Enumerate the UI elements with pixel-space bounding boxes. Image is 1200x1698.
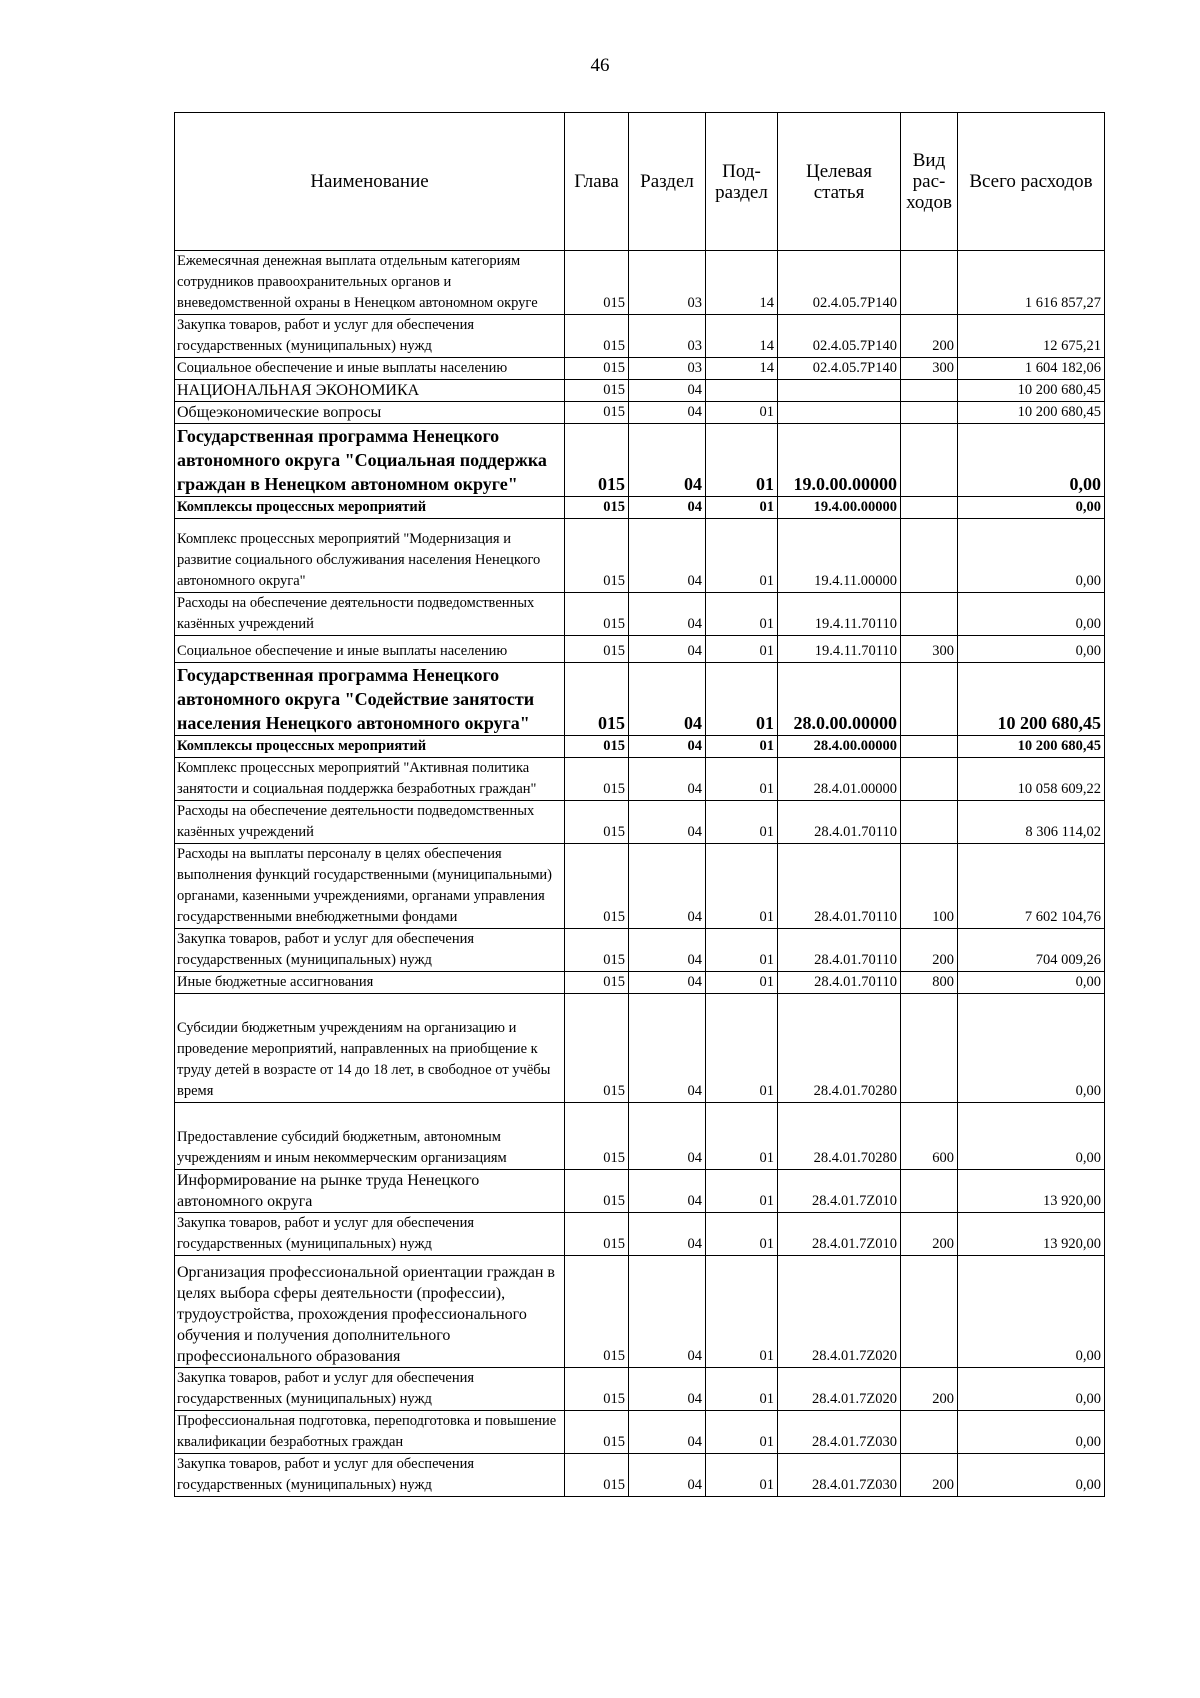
row-vid [901, 801, 958, 844]
row-tselevaya: 28.4.01.70280 [778, 994, 901, 1103]
row-total: 10 058 609,22 [958, 758, 1105, 801]
row-total: 1 616 857,27 [958, 251, 1105, 315]
row-total: 10 200 680,45 [958, 380, 1105, 402]
col-header-tselevaya: Целевая статья [778, 113, 901, 251]
row-podrazdel: 01 [706, 801, 778, 844]
row-name: Социальное обеспечение и иные выплаты населению [175, 358, 565, 380]
row-razdel: 04 [629, 497, 706, 519]
row-total: 704 009,26 [958, 929, 1105, 972]
row-total: 0,00 [958, 1411, 1105, 1454]
row-podrazdel: 14 [706, 251, 778, 315]
row-podrazdel: 01 [706, 929, 778, 972]
table-row [175, 1454, 1105, 1497]
row-razdel: 04 [629, 994, 706, 1103]
row-total: 10 200 680,45 [958, 402, 1105, 424]
table-row [175, 844, 1105, 929]
row-podrazdel: 01 [706, 994, 778, 1103]
table-row [175, 929, 1105, 972]
row-podrazdel: 14 [706, 358, 778, 380]
row-razdel: 04 [629, 1454, 706, 1497]
row-vid: 300 [901, 358, 958, 380]
table-row [175, 736, 1105, 758]
table-row [175, 1170, 1105, 1213]
row-name: Государственная программа Ненецкого автономного округа "Социальная поддержка граждан в Ненецком автономном округе" [175, 424, 565, 497]
row-razdel: 03 [629, 315, 706, 358]
row-vid: 200 [901, 1368, 958, 1411]
page-number: 46 [590, 55, 610, 76]
row-total: 10 200 680,45 [958, 663, 1105, 736]
row-vid: 200 [901, 315, 958, 358]
row-name: Субсидии бюджетным учреждениям на организацию и проведение мероприятий, направленных на приобщение к труду детей в возрасте от 14 до 18 лет, в свободное от учёбы время [175, 994, 565, 1103]
row-vid: 200 [901, 1454, 958, 1497]
row-name: НАЦИОНАЛЬНАЯ ЭКОНОМИКА [175, 380, 565, 402]
row-glava: 015 [565, 424, 629, 497]
row-podrazdel [706, 380, 778, 402]
row-tselevaya: 28.4.01.70110 [778, 929, 901, 972]
row-glava: 015 [565, 358, 629, 380]
row-podrazdel: 01 [706, 402, 778, 424]
row-podrazdel: 01 [706, 1103, 778, 1170]
row-razdel: 04 [629, 402, 706, 424]
table-row [175, 663, 1105, 736]
table-row [175, 424, 1105, 497]
row-glava: 015 [565, 844, 629, 929]
row-tselevaya: 02.4.05.7Р140 [778, 315, 901, 358]
row-tselevaya: 28.4.01.7Z010 [778, 1170, 901, 1213]
row-vid [901, 424, 958, 497]
row-tselevaya: 28.4.01.70280 [778, 1103, 901, 1170]
row-glava: 015 [565, 315, 629, 358]
row-vid: 300 [901, 636, 958, 663]
table-header-row [175, 113, 1105, 251]
col-header-razdel: Раздел [629, 113, 706, 251]
row-name: Расходы на выплаты персоналу в целях обеспечения выполнения функций государственными (муниципальными) органами, казенными учреждениями, органами управления государственными внебюджетными фондами [175, 844, 565, 929]
row-razdel: 04 [629, 1256, 706, 1368]
row-vid [901, 758, 958, 801]
row-tselevaya: 28.4.01.70110 [778, 801, 901, 844]
row-razdel: 04 [629, 593, 706, 636]
row-podrazdel: 01 [706, 519, 778, 593]
row-name: Социальное обеспечение и иные выплаты населению [175, 636, 565, 663]
row-tselevaya: 28.4.00.00000 [778, 736, 901, 758]
row-total: 0,00 [958, 1368, 1105, 1411]
row-razdel: 04 [629, 380, 706, 402]
row-tselevaya: 28.4.01.7Z010 [778, 1213, 901, 1256]
row-tselevaya: 19.0.00.00000 [778, 424, 901, 497]
row-name: Закупка товаров, работ и услуг для обеспечения государственных (муниципальных) нужд [175, 315, 565, 358]
row-glava: 015 [565, 758, 629, 801]
table-row [175, 1103, 1105, 1170]
row-podrazdel: 01 [706, 663, 778, 736]
row-tselevaya: 19.4.11.00000 [778, 519, 901, 593]
table-row [175, 1368, 1105, 1411]
row-vid [901, 497, 958, 519]
table-row [175, 519, 1105, 593]
row-total: 12 675,21 [958, 315, 1105, 358]
row-podrazdel: 01 [706, 497, 778, 519]
row-tselevaya: 28.4.01.00000 [778, 758, 901, 801]
row-razdel: 04 [629, 801, 706, 844]
table-row [175, 593, 1105, 636]
row-vid [901, 1170, 958, 1213]
row-podrazdel: 01 [706, 736, 778, 758]
table-row [175, 1411, 1105, 1454]
row-podrazdel: 01 [706, 636, 778, 663]
row-glava: 015 [565, 1213, 629, 1256]
row-total: 0,00 [958, 424, 1105, 497]
table-row [175, 251, 1105, 315]
row-name: Расходы на обеспечение деятельности подведомственных казённых учреждений [175, 801, 565, 844]
row-glava: 015 [565, 1256, 629, 1368]
row-razdel: 03 [629, 251, 706, 315]
row-vid: 200 [901, 1213, 958, 1256]
table-row [175, 497, 1105, 519]
row-vid [901, 380, 958, 402]
row-razdel: 04 [629, 929, 706, 972]
row-name: Информирование на рынке труда Ненецкого автономного округа [175, 1170, 565, 1213]
row-name: Расходы на обеспечение деятельности подведомственных казённых учреждений [175, 593, 565, 636]
row-podrazdel: 01 [706, 1454, 778, 1497]
row-tselevaya: 28.4.01.70110 [778, 972, 901, 994]
row-total: 0,00 [958, 636, 1105, 663]
table-row [175, 994, 1105, 1103]
row-glava: 015 [565, 519, 629, 593]
col-header-name: Наименование [175, 113, 565, 251]
table-row [175, 402, 1105, 424]
col-header-glava: Глава [565, 113, 629, 251]
row-glava: 015 [565, 1411, 629, 1454]
row-total: 8 306 114,02 [958, 801, 1105, 844]
table-row [175, 380, 1105, 402]
row-vid [901, 736, 958, 758]
row-podrazdel: 01 [706, 972, 778, 994]
row-name: Закупка товаров, работ и услуг для обеспечения государственных (муниципальных) нужд [175, 1454, 565, 1497]
col-header-total: Всего расходов [958, 113, 1105, 251]
row-tselevaya: 19.4.11.70110 [778, 593, 901, 636]
col-header-podrazdel: Под-раздел [706, 113, 778, 251]
row-razdel: 04 [629, 844, 706, 929]
row-total: 0,00 [958, 972, 1105, 994]
row-razdel: 04 [629, 519, 706, 593]
table-row [175, 972, 1105, 994]
row-razdel: 04 [629, 758, 706, 801]
row-total: 13 920,00 [958, 1213, 1105, 1256]
row-name: Закупка товаров, работ и услуг для обеспечения государственных (муниципальных) нужд [175, 1213, 565, 1256]
row-razdel: 04 [629, 1103, 706, 1170]
row-total: 0,00 [958, 1256, 1105, 1368]
row-vid [901, 402, 958, 424]
row-name: Комплексы процессных мероприятий [175, 497, 565, 519]
row-razdel: 04 [629, 1213, 706, 1256]
row-total: 1 604 182,06 [958, 358, 1105, 380]
row-tselevaya [778, 380, 901, 402]
row-vid [901, 1411, 958, 1454]
row-vid [901, 994, 958, 1103]
row-razdel: 04 [629, 736, 706, 758]
row-vid: 200 [901, 929, 958, 972]
row-podrazdel: 14 [706, 315, 778, 358]
table-row [175, 315, 1105, 358]
row-podrazdel: 01 [706, 1213, 778, 1256]
table-row [175, 801, 1105, 844]
row-glava: 015 [565, 801, 629, 844]
row-glava: 015 [565, 736, 629, 758]
row-glava: 015 [565, 402, 629, 424]
row-vid: 100 [901, 844, 958, 929]
col-header-vid: Вид рас-ходов [901, 113, 958, 251]
row-podrazdel: 01 [706, 424, 778, 497]
row-tselevaya: 28.4.01.7Z020 [778, 1368, 901, 1411]
row-glava: 015 [565, 636, 629, 663]
row-vid [901, 251, 958, 315]
row-tselevaya: 28.4.01.7Z020 [778, 1256, 901, 1368]
row-total: 7 602 104,76 [958, 844, 1105, 929]
row-podrazdel: 01 [706, 1170, 778, 1213]
row-glava: 015 [565, 593, 629, 636]
row-vid: 600 [901, 1103, 958, 1170]
row-name: Комплексы процессных мероприятий [175, 736, 565, 758]
row-razdel: 04 [629, 1368, 706, 1411]
table-row [175, 758, 1105, 801]
table-row [175, 636, 1105, 663]
row-name: Комплекс процессных мероприятий "Модернизация и развитие социального обслуживания населения Ненецкого автономного округа" [175, 519, 565, 593]
row-total: 13 920,00 [958, 1170, 1105, 1213]
row-glava: 015 [565, 972, 629, 994]
row-tselevaya [778, 402, 901, 424]
row-razdel: 04 [629, 424, 706, 497]
row-total: 0,00 [958, 1454, 1105, 1497]
row-glava: 015 [565, 497, 629, 519]
budget-table [174, 112, 1105, 1497]
row-name: Закупка товаров, работ и услуг для обеспечения государственных (муниципальных) нужд [175, 929, 565, 972]
table-row [175, 1213, 1105, 1256]
row-tselevaya: 02.4.05.7Р140 [778, 251, 901, 315]
row-tselevaya: 19.4.11.70110 [778, 636, 901, 663]
row-tselevaya: 28.0.00.00000 [778, 663, 901, 736]
row-total: 0,00 [958, 593, 1105, 636]
row-vid [901, 519, 958, 593]
row-name: Предоставление субсидий бюджетным, автономным учреждениям и иным некоммерческим организациям [175, 1103, 565, 1170]
row-podrazdel: 01 [706, 1368, 778, 1411]
row-vid: 800 [901, 972, 958, 994]
row-glava: 015 [565, 994, 629, 1103]
row-name: Профессиональная подготовка, переподготовка и повышение квалификации безработных граждан [175, 1411, 565, 1454]
row-name: Ежемесячная денежная выплата отдельным категориям сотрудников правоохранительных органов и вневедомственной охраны в Ненецком автономном округе [175, 251, 565, 315]
row-name: Организация профессиональной ориентации граждан в целях выбора сферы деятельности (профессии), трудоустройства, прохождения профессионального обучения и получения дополнительного профессионального образования [175, 1256, 565, 1368]
row-glava: 015 [565, 1170, 629, 1213]
row-vid [901, 663, 958, 736]
row-tselevaya: 28.4.01.7Z030 [778, 1454, 901, 1497]
row-tselevaya: 28.4.01.70110 [778, 844, 901, 929]
row-podrazdel: 01 [706, 1256, 778, 1368]
row-vid [901, 1256, 958, 1368]
row-total: 0,00 [958, 994, 1105, 1103]
row-razdel: 03 [629, 358, 706, 380]
row-tselevaya: 28.4.01.7Z030 [778, 1411, 901, 1454]
row-name: Комплекс процессных мероприятий "Активная политика занятости и социальная поддержка безработных граждан" [175, 758, 565, 801]
row-glava: 015 [565, 251, 629, 315]
row-razdel: 04 [629, 972, 706, 994]
row-total: 0,00 [958, 519, 1105, 593]
row-podrazdel: 01 [706, 593, 778, 636]
row-podrazdel: 01 [706, 758, 778, 801]
row-name: Иные бюджетные ассигнования [175, 972, 565, 994]
row-total: 0,00 [958, 497, 1105, 519]
row-glava: 015 [565, 663, 629, 736]
row-glava: 015 [565, 929, 629, 972]
table-row [175, 358, 1105, 380]
row-name: Государственная программа Ненецкого автономного округа "Содействие занятости населения Ненецкого автономного округа" [175, 663, 565, 736]
table-row [175, 1256, 1105, 1368]
row-podrazdel: 01 [706, 1411, 778, 1454]
row-name: Закупка товаров, работ и услуг для обеспечения государственных (муниципальных) нужд [175, 1368, 565, 1411]
row-razdel: 04 [629, 1170, 706, 1213]
row-glava: 015 [565, 1368, 629, 1411]
row-total: 0,00 [958, 1103, 1105, 1170]
row-razdel: 04 [629, 636, 706, 663]
row-glava: 015 [565, 1103, 629, 1170]
row-podrazdel: 01 [706, 844, 778, 929]
row-glava: 015 [565, 380, 629, 402]
row-glava: 015 [565, 1454, 629, 1497]
row-razdel: 04 [629, 1411, 706, 1454]
row-total: 10 200 680,45 [958, 736, 1105, 758]
row-tselevaya: 02.4.05.7Р140 [778, 358, 901, 380]
row-razdel: 04 [629, 663, 706, 736]
row-tselevaya: 19.4.00.00000 [778, 497, 901, 519]
row-vid [901, 593, 958, 636]
row-name: Общеэкономические вопросы [175, 402, 565, 424]
